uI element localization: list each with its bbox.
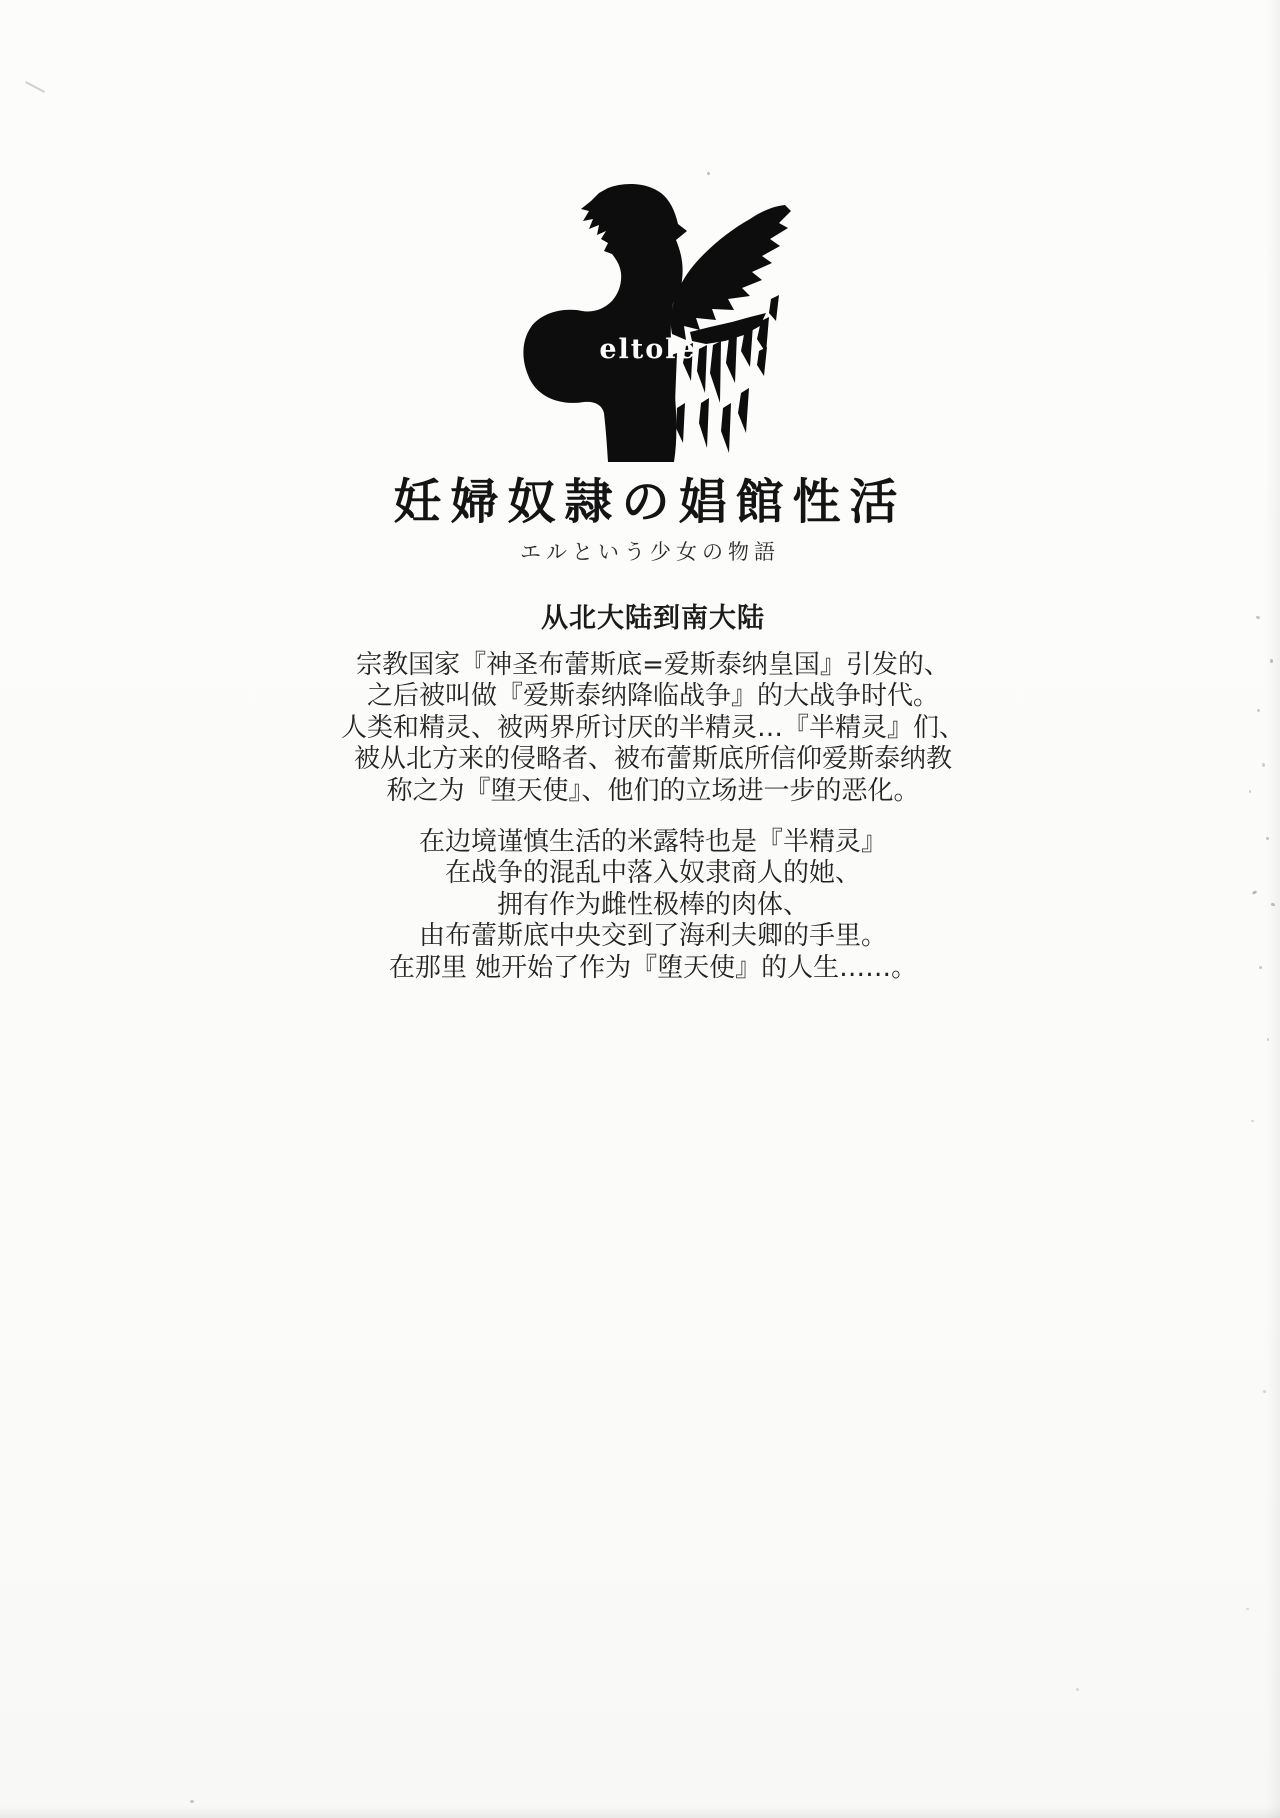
artist-logo-text: eltole <box>599 334 697 365</box>
book-subtitle: エルという少女の物語 <box>520 540 780 564</box>
synopsis-paragraph-1 <box>13 650 1280 807</box>
synopsis-line: 在战争的混乱中落入奴隶商人的她、 <box>444 858 861 889</box>
synopsis-line: 在那里 她开始了作为『堕天使』的人生……。 <box>388 952 918 983</box>
page-edge-shade <box>1266 0 1280 1818</box>
synopsis-line: 宗教国家『神圣布蕾斯底=爱斯泰纳皇国』引发的、 <box>356 650 950 680</box>
scan-speck <box>1257 709 1260 712</box>
synopsis-line: 在边境谨慎生活的米露特也是『半精灵』 <box>418 827 887 858</box>
scan-speck <box>1249 790 1251 793</box>
synopsis-line: 由布蕾斯底中央交到了海利夫卿的手里。 <box>418 921 887 952</box>
synopsis-heading: 从北大陆到南大陆 <box>541 603 765 634</box>
synopsis <box>13 604 1280 984</box>
book-title: 妊婦奴隷の娼館性活 <box>393 474 907 530</box>
synopsis-line: 被从北方来的侵略者、被布蕾斯底所信仰爱斯泰纳教 <box>353 744 952 775</box>
synopsis-paragraph-2 <box>13 827 1280 984</box>
synopsis-line: 人类和精灵、被两界所讨厌的半精灵…『半精灵』们、 <box>340 712 965 743</box>
scan-speck <box>190 1800 194 1803</box>
scan-speck <box>1259 966 1262 969</box>
scan-speck <box>1246 1608 1249 1610</box>
scan-speck <box>1251 1120 1254 1122</box>
winged-girl-silhouette <box>520 180 800 470</box>
scan-speck <box>1076 1688 1079 1691</box>
scan-speck <box>1262 763 1265 767</box>
synopsis-line: 之后被叫做『爱斯泰纳降临战争』的大战争时代。 <box>366 681 939 712</box>
scan-speck <box>707 172 710 175</box>
wing-shape <box>671 205 791 340</box>
page-edge-shade <box>0 1806 1280 1818</box>
girl-shape <box>523 184 687 462</box>
scan-mark <box>25 81 45 93</box>
cover-art <box>520 180 800 470</box>
synopsis-line: 拥有作为雌性极棒的肉体、 <box>496 889 809 920</box>
synopsis-line: 称之为『堕天使』、他们的立场进一步的恶化。 <box>386 775 920 806</box>
